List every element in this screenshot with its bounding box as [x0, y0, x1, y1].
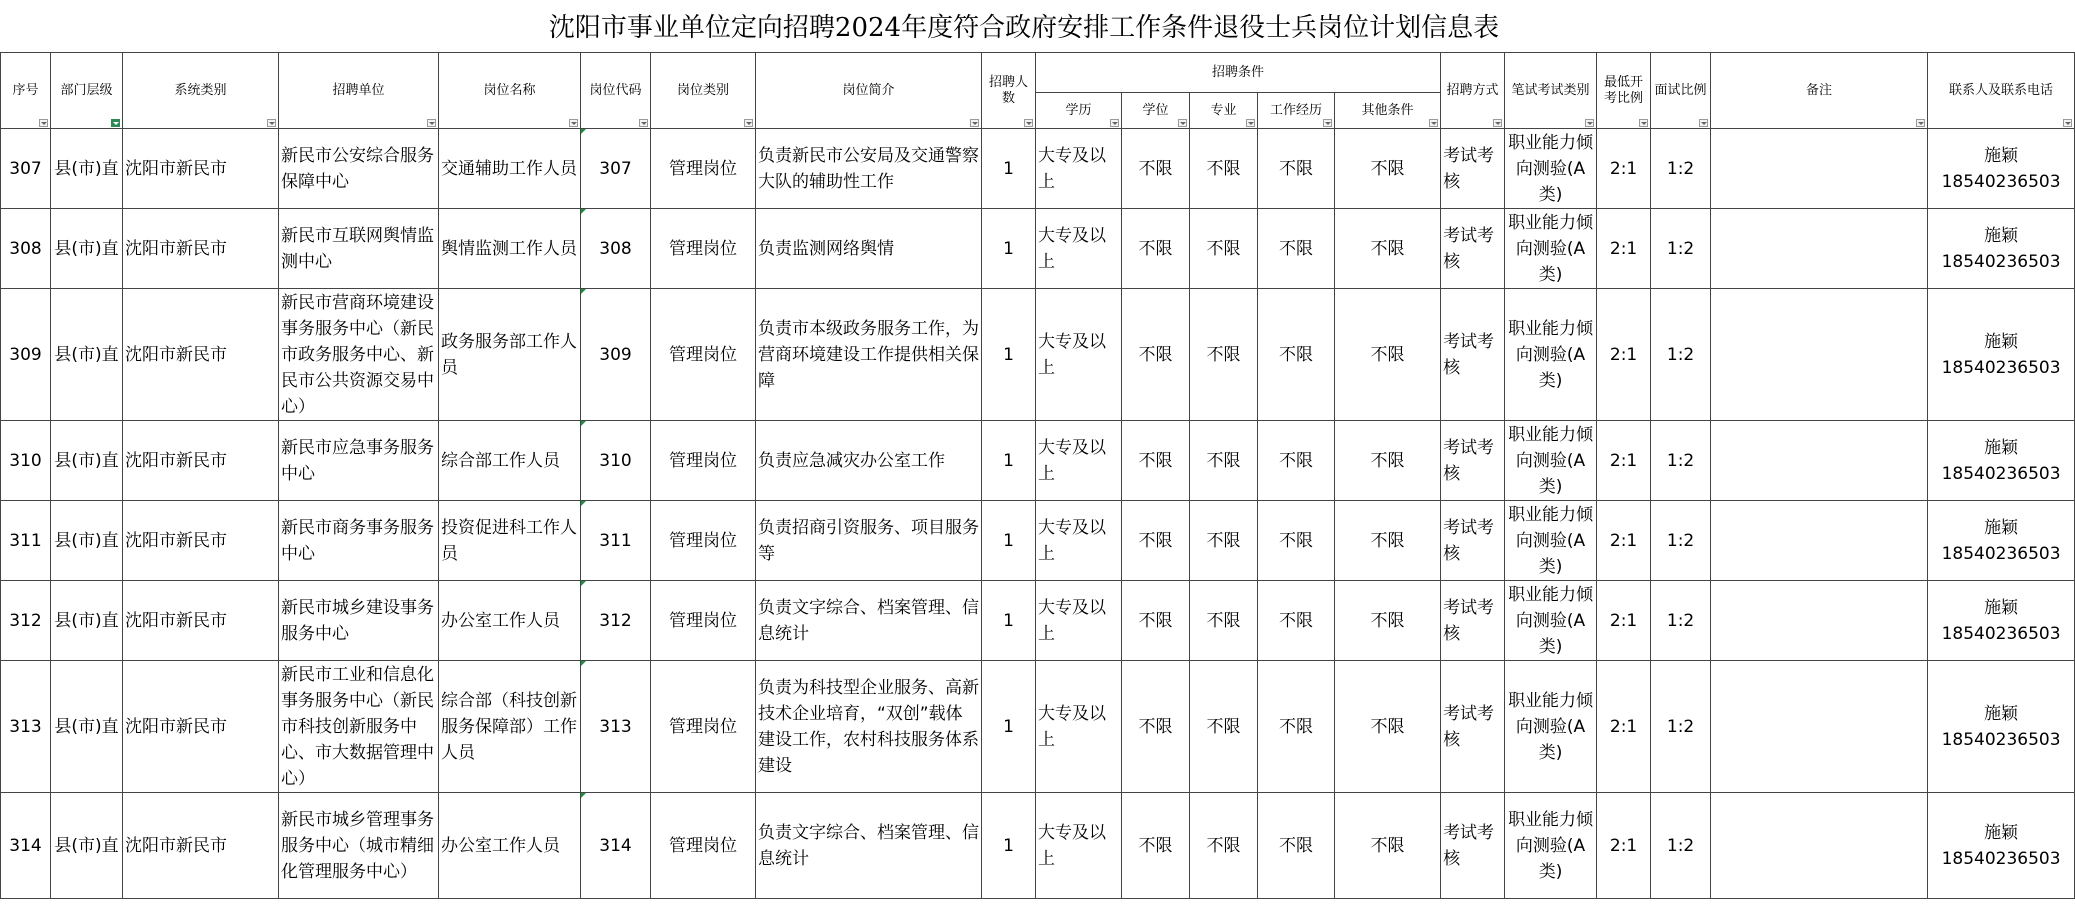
filter-active-icon[interactable] — [111, 119, 120, 127]
filter-dropdown-icon[interactable] — [639, 119, 648, 127]
cell-experience[interactable]: 不限 — [1258, 501, 1335, 581]
cell-degree[interactable]: 不限 — [1122, 421, 1190, 501]
cell-interview-ratio[interactable]: 1:2 — [1651, 501, 1711, 581]
cell-dept-level[interactable]: 县(市)直 — [51, 581, 123, 661]
cell-count[interactable]: 1 — [982, 209, 1036, 289]
cell-education[interactable]: 大专及以上 — [1036, 289, 1122, 421]
cell-dept-level[interactable]: 县(市)直 — [51, 209, 123, 289]
cell-dept-level[interactable]: 县(市)直 — [51, 661, 123, 793]
contact-phone: 18540236503 — [1941, 623, 2061, 644]
col-header-post-name: 岗位名称 — [439, 53, 581, 129]
cell-degree[interactable]: 不限 — [1122, 209, 1190, 289]
cell-sys-type[interactable]: 沈阳市新民市 — [123, 793, 279, 899]
col-header-dept-level: 部门层级 — [51, 53, 123, 129]
cell-post-code[interactable]: 309 — [581, 289, 651, 421]
table-row — [1, 289, 2075, 421]
cell-contact[interactable] — [1928, 661, 2075, 793]
cell-sys-type[interactable]: 沈阳市新民市 — [123, 129, 279, 209]
cell-remarks[interactable] — [1711, 581, 1928, 661]
cell-post-name[interactable]: 交通辅助工作人员 — [439, 129, 581, 209]
cell-post-name[interactable]: 综合部工作人员 — [439, 421, 581, 501]
cell-contact[interactable] — [1928, 793, 2075, 899]
contact-phone: 18540236503 — [1941, 463, 2061, 484]
cell-post-name[interactable]: 舆情监测工作人员 — [439, 209, 581, 289]
cell-method[interactable]: 考试考核 — [1441, 793, 1505, 899]
cell-interview-ratio[interactable]: 1:2 — [1651, 793, 1711, 899]
filter-dropdown-icon[interactable] — [569, 119, 578, 127]
cell-major[interactable]: 不限 — [1190, 421, 1258, 501]
cell-post-type[interactable]: 管理岗位 — [651, 661, 756, 793]
cell-dept-level[interactable]: 县(市)直 — [51, 421, 123, 501]
filter-dropdown-icon[interactable] — [39, 119, 48, 127]
cell-method[interactable]: 考试考核 — [1441, 209, 1505, 289]
cell-interview-ratio[interactable]: 1:2 — [1651, 421, 1711, 501]
cell-min-ratio[interactable]: 2:1 — [1597, 661, 1651, 793]
contact-phone: 18540236503 — [1941, 171, 2061, 192]
cell-interview-ratio[interactable]: 1:2 — [1651, 289, 1711, 421]
cell-experience[interactable]: 不限 — [1258, 129, 1335, 209]
col-header-unit: 招聘单位 — [279, 53, 439, 129]
cell-post-name[interactable]: 投资促进科工作人员 — [439, 501, 581, 581]
cell-unit[interactable]: 新民市城乡建设事务服务中心 — [279, 581, 439, 661]
filter-dropdown-icon[interactable] — [1639, 119, 1648, 127]
cell-seq[interactable]: 310 — [1, 421, 51, 501]
filter-dropdown-icon[interactable] — [427, 119, 436, 127]
cell-min-ratio[interactable]: 2:1 — [1597, 289, 1651, 421]
cell-count[interactable]: 1 — [982, 501, 1036, 581]
cell-post-type[interactable]: 管理岗位 — [651, 209, 756, 289]
cell-major[interactable]: 不限 — [1190, 581, 1258, 661]
cell-exam-type[interactable]: 职业能力倾向测验(A类) — [1505, 289, 1597, 421]
cell-education[interactable]: 大专及以上 — [1036, 581, 1122, 661]
cell-seq[interactable]: 307 — [1, 129, 51, 209]
col-header-seq: 序号 — [1, 53, 51, 129]
col-header-sys-type: 系统类别 — [123, 53, 279, 129]
cell-post-desc[interactable]: 负责招商引资服务、项目服务等 — [756, 501, 982, 581]
cell-major[interactable]: 不限 — [1190, 129, 1258, 209]
cell-post-type[interactable]: 管理岗位 — [651, 581, 756, 661]
cell-experience[interactable]: 不限 — [1258, 421, 1335, 501]
table-row — [1, 793, 2075, 899]
cell-exam-type[interactable]: 职业能力倾向测验(A类) — [1505, 661, 1597, 793]
cell-other[interactable]: 不限 — [1335, 421, 1441, 501]
cell-seq[interactable]: 314 — [1, 793, 51, 899]
cell-method[interactable]: 考试考核 — [1441, 421, 1505, 501]
cell-post-type[interactable]: 管理岗位 — [651, 129, 756, 209]
cell-degree[interactable]: 不限 — [1122, 581, 1190, 661]
cell-interview-ratio[interactable]: 1:2 — [1651, 661, 1711, 793]
cell-remarks[interactable] — [1711, 793, 1928, 899]
cell-other[interactable]: 不限 — [1335, 501, 1441, 581]
cell-remarks[interactable] — [1711, 661, 1928, 793]
cell-degree[interactable]: 不限 — [1122, 501, 1190, 581]
cell-post-desc[interactable]: 负责市本级政务服务工作，为营商环境建设工作提供相关保障 — [756, 289, 982, 421]
cell-unit[interactable]: 新民市公安综合服务保障中心 — [279, 129, 439, 209]
cell-sys-type[interactable]: 沈阳市新民市 — [123, 209, 279, 289]
filter-dropdown-icon[interactable] — [1246, 119, 1255, 127]
cell-contact[interactable] — [1928, 421, 2075, 501]
cell-unit[interactable]: 新民市营商环境建设事务服务中心（新民市政务服务中心、新民市公共资源交易中心） — [279, 289, 439, 421]
cell-unit[interactable]: 新民市互联网舆情监测中心 — [279, 209, 439, 289]
table-row — [1, 501, 2075, 581]
cell-major[interactable]: 不限 — [1190, 661, 1258, 793]
cell-education[interactable]: 大专及以上 — [1036, 661, 1122, 793]
filter-dropdown-icon[interactable] — [1585, 119, 1594, 127]
cell-count[interactable]: 1 — [982, 421, 1036, 501]
cell-post-code[interactable]: 311 — [581, 501, 651, 581]
cell-interview-ratio[interactable]: 1:2 — [1651, 209, 1711, 289]
contact-phone: 18540236503 — [1941, 848, 2061, 869]
cell-experience[interactable]: 不限 — [1258, 209, 1335, 289]
cell-count[interactable]: 1 — [982, 793, 1036, 899]
cell-interview-ratio[interactable]: 1:2 — [1651, 129, 1711, 209]
filter-dropdown-icon[interactable] — [267, 119, 276, 127]
cell-post-name[interactable]: 政务服务部工作人员 — [439, 289, 581, 421]
cell-post-type[interactable]: 管理岗位 — [651, 421, 756, 501]
filter-dropdown-icon[interactable] — [1178, 119, 1187, 127]
contact-phone: 18540236503 — [1941, 543, 2061, 564]
cell-education[interactable]: 大专及以上 — [1036, 501, 1122, 581]
cell-other[interactable]: 不限 — [1335, 661, 1441, 793]
cell-post-name[interactable]: 办公室工作人员 — [439, 581, 581, 661]
cell-education[interactable]: 大专及以上 — [1036, 793, 1122, 899]
filter-dropdown-icon[interactable] — [1024, 119, 1033, 127]
cell-post-code[interactable]: 312 — [581, 581, 651, 661]
col-header-post-code: 岗位代码 — [581, 53, 651, 129]
col-header-remarks: 备注 — [1711, 53, 1928, 129]
cell-exam-type[interactable]: 职业能力倾向测验(A类) — [1505, 501, 1597, 581]
cell-post-desc[interactable]: 负责应急减灾办公室工作 — [756, 421, 982, 501]
filter-dropdown-icon[interactable] — [1916, 119, 1925, 127]
cell-unit[interactable]: 新民市城乡管理事务服务中心（城市精细化管理服务中心） — [279, 793, 439, 899]
table-row — [1, 209, 2075, 289]
table-row — [1, 661, 2075, 793]
col-header-major: 专业 — [1190, 93, 1258, 129]
cell-seq[interactable]: 309 — [1, 289, 51, 421]
filter-dropdown-icon[interactable] — [1323, 119, 1332, 127]
cell-contact[interactable] — [1928, 289, 2075, 421]
cell-seq[interactable]: 312 — [1, 581, 51, 661]
cell-method[interactable]: 考试考核 — [1441, 581, 1505, 661]
cell-exam-type[interactable]: 职业能力倾向测验(A类) — [1505, 581, 1597, 661]
contact-name: 施颖 — [1984, 703, 2019, 724]
cell-degree[interactable]: 不限 — [1122, 793, 1190, 899]
col-header-other: 其他条件 — [1335, 93, 1441, 129]
contact-name: 施颖 — [1984, 597, 2019, 618]
cell-count[interactable]: 1 — [982, 289, 1036, 421]
col-header-method: 招聘方式 — [1441, 53, 1505, 129]
cell-education[interactable]: 大专及以上 — [1036, 129, 1122, 209]
cell-count[interactable]: 1 — [982, 661, 1036, 793]
cell-unit[interactable]: 新民市工业和信息化事务服务中心（新民市科技创新服务中心、市大数据管理中心） — [279, 661, 439, 793]
cell-contact[interactable] — [1928, 581, 2075, 661]
filter-dropdown-icon[interactable] — [1110, 119, 1119, 127]
filter-dropdown-icon[interactable] — [2063, 119, 2072, 127]
cell-seq[interactable]: 308 — [1, 209, 51, 289]
col-header-degree: 学位 — [1122, 93, 1190, 129]
cell-other[interactable]: 不限 — [1335, 289, 1441, 421]
cell-method[interactable]: 考试考核 — [1441, 289, 1505, 421]
cell-sys-type[interactable]: 沈阳市新民市 — [123, 581, 279, 661]
contact-name: 施颖 — [1984, 331, 2019, 352]
page-title: 沈阳市事业单位定向招聘2024年度符合政府安排工作条件退役士兵岗位计划信息表 — [548, 13, 1500, 43]
cell-experience[interactable]: 不限 — [1258, 793, 1335, 899]
cell-major[interactable]: 不限 — [1190, 793, 1258, 899]
cell-other[interactable]: 不限 — [1335, 581, 1441, 661]
col-header-exam-type: 笔试考试类别 — [1505, 53, 1597, 129]
cell-sys-type[interactable]: 沈阳市新民市 — [123, 421, 279, 501]
cell-experience[interactable]: 不限 — [1258, 581, 1335, 661]
cell-major[interactable]: 不限 — [1190, 501, 1258, 581]
cell-post-type[interactable]: 管理岗位 — [651, 289, 756, 421]
cell-remarks[interactable] — [1711, 209, 1928, 289]
cell-method[interactable]: 考试考核 — [1441, 501, 1505, 581]
cell-dept-level[interactable]: 县(市)直 — [51, 129, 123, 209]
cell-degree[interactable]: 不限 — [1122, 289, 1190, 421]
cell-sys-type[interactable]: 沈阳市新民市 — [123, 661, 279, 793]
contact-phone: 18540236503 — [1941, 251, 2061, 272]
cell-post-name[interactable]: 综合部（科技创新服务保障部）工作人员 — [439, 661, 581, 793]
cell-education[interactable]: 大专及以上 — [1036, 209, 1122, 289]
cell-post-desc[interactable]: 负责为科技型企业服务、高新技术企业培育，“双创”载体建设工作，农村科技服务体系建设 — [756, 661, 982, 793]
cell-degree[interactable]: 不限 — [1122, 129, 1190, 209]
cell-unit[interactable]: 新民市商务事务服务中心 — [279, 501, 439, 581]
cell-remarks[interactable] — [1711, 129, 1928, 209]
cell-interview-ratio[interactable]: 1:2 — [1651, 581, 1711, 661]
filter-dropdown-icon[interactable] — [744, 119, 753, 127]
cell-major[interactable]: 不限 — [1190, 289, 1258, 421]
cell-dept-level[interactable]: 县(市)直 — [51, 289, 123, 421]
cell-other[interactable]: 不限 — [1335, 209, 1441, 289]
cell-experience[interactable]: 不限 — [1258, 661, 1335, 793]
table-row — [1, 129, 2075, 209]
cell-post-desc[interactable]: 负责文字综合、档案管理、信息统计 — [756, 581, 982, 661]
cell-count[interactable]: 1 — [982, 129, 1036, 209]
cell-post-desc[interactable]: 负责监测网络舆情 — [756, 209, 982, 289]
cell-experience[interactable]: 不限 — [1258, 289, 1335, 421]
col-header-min-ratio: 最低开考比例 — [1597, 53, 1651, 129]
cell-post-name[interactable]: 办公室工作人员 — [439, 793, 581, 899]
cell-post-desc[interactable]: 负责文字综合、档案管理、信息统计 — [756, 793, 982, 899]
filter-dropdown-icon[interactable] — [970, 119, 979, 127]
cell-post-code[interactable]: 310 — [581, 421, 651, 501]
contact-name: 施颖 — [1984, 822, 2019, 843]
cell-post-code[interactable]: 314 — [581, 793, 651, 899]
cell-remarks[interactable] — [1711, 421, 1928, 501]
cell-degree[interactable]: 不限 — [1122, 661, 1190, 793]
cell-post-code[interactable]: 307 — [581, 129, 651, 209]
cell-contact[interactable] — [1928, 129, 2075, 209]
cell-unit[interactable]: 新民市应急事务服务中心 — [279, 421, 439, 501]
contact-phone: 18540236503 — [1941, 729, 2061, 750]
cell-exam-type[interactable]: 职业能力倾向测验(A类) — [1505, 421, 1597, 501]
col-header-experience: 工作经历 — [1258, 93, 1335, 129]
recruitment-table — [0, 52, 2075, 899]
table-row — [1, 421, 2075, 501]
cell-min-ratio[interactable]: 2:1 — [1597, 421, 1651, 501]
cell-other[interactable]: 不限 — [1335, 793, 1441, 899]
col-header-count: 招聘人数 — [982, 53, 1036, 129]
col-header-post-desc: 岗位简介 — [756, 53, 982, 129]
cell-remarks[interactable] — [1711, 501, 1928, 581]
cell-method[interactable]: 考试考核 — [1441, 661, 1505, 793]
filter-dropdown-icon[interactable] — [1429, 119, 1438, 127]
contact-name: 施颖 — [1984, 145, 2019, 166]
cell-min-ratio[interactable]: 2:1 — [1597, 209, 1651, 289]
cell-sys-type[interactable]: 沈阳市新民市 — [123, 289, 279, 421]
cell-seq[interactable]: 313 — [1, 661, 51, 793]
cell-dept-level[interactable]: 县(市)直 — [51, 501, 123, 581]
cell-seq[interactable]: 311 — [1, 501, 51, 581]
col-header-conditions: 招聘条件 — [1036, 53, 1441, 93]
cell-method[interactable]: 考试考核 — [1441, 129, 1505, 209]
cell-post-type[interactable]: 管理岗位 — [651, 501, 756, 581]
cell-major[interactable]: 不限 — [1190, 209, 1258, 289]
col-header-contact: 联系人及联系电话 — [1928, 53, 2075, 129]
cell-exam-type[interactable]: 职业能力倾向测验(A类) — [1505, 793, 1597, 899]
cell-education[interactable]: 大专及以上 — [1036, 421, 1122, 501]
cell-contact[interactable] — [1928, 209, 2075, 289]
cell-dept-level[interactable]: 县(市)直 — [51, 793, 123, 899]
filter-dropdown-icon[interactable] — [1699, 119, 1708, 127]
table-row — [1, 581, 2075, 661]
cell-min-ratio[interactable]: 2:1 — [1597, 129, 1651, 209]
cell-contact[interactable] — [1928, 501, 2075, 581]
cell-other[interactable]: 不限 — [1335, 129, 1441, 209]
cell-exam-type[interactable]: 职业能力倾向测验(A类) — [1505, 129, 1597, 209]
contact-name: 施颖 — [1984, 225, 2019, 246]
cell-post-code[interactable]: 308 — [581, 209, 651, 289]
contact-name: 施颖 — [1984, 517, 2019, 538]
cell-min-ratio[interactable]: 2:1 — [1597, 793, 1651, 899]
cell-count[interactable]: 1 — [982, 581, 1036, 661]
col-header-education: 学历 — [1036, 93, 1122, 129]
cell-post-code[interactable]: 313 — [581, 661, 651, 793]
cell-sys-type[interactable]: 沈阳市新民市 — [123, 501, 279, 581]
cell-post-type[interactable]: 管理岗位 — [651, 793, 756, 899]
cell-exam-type[interactable]: 职业能力倾向测验(A类) — [1505, 209, 1597, 289]
col-header-post-type: 岗位类别 — [651, 53, 756, 129]
cell-post-desc[interactable]: 负责新民市公安局及交通警察大队的辅助性工作 — [756, 129, 982, 209]
filter-dropdown-icon[interactable] — [1493, 119, 1502, 127]
cell-remarks[interactable] — [1711, 289, 1928, 421]
cell-min-ratio[interactable]: 2:1 — [1597, 581, 1651, 661]
contact-phone: 18540236503 — [1941, 357, 2061, 378]
cell-min-ratio[interactable]: 2:1 — [1597, 501, 1651, 581]
col-header-interview-ratio: 面试比例 — [1651, 53, 1711, 129]
contact-name: 施颖 — [1984, 437, 2019, 458]
